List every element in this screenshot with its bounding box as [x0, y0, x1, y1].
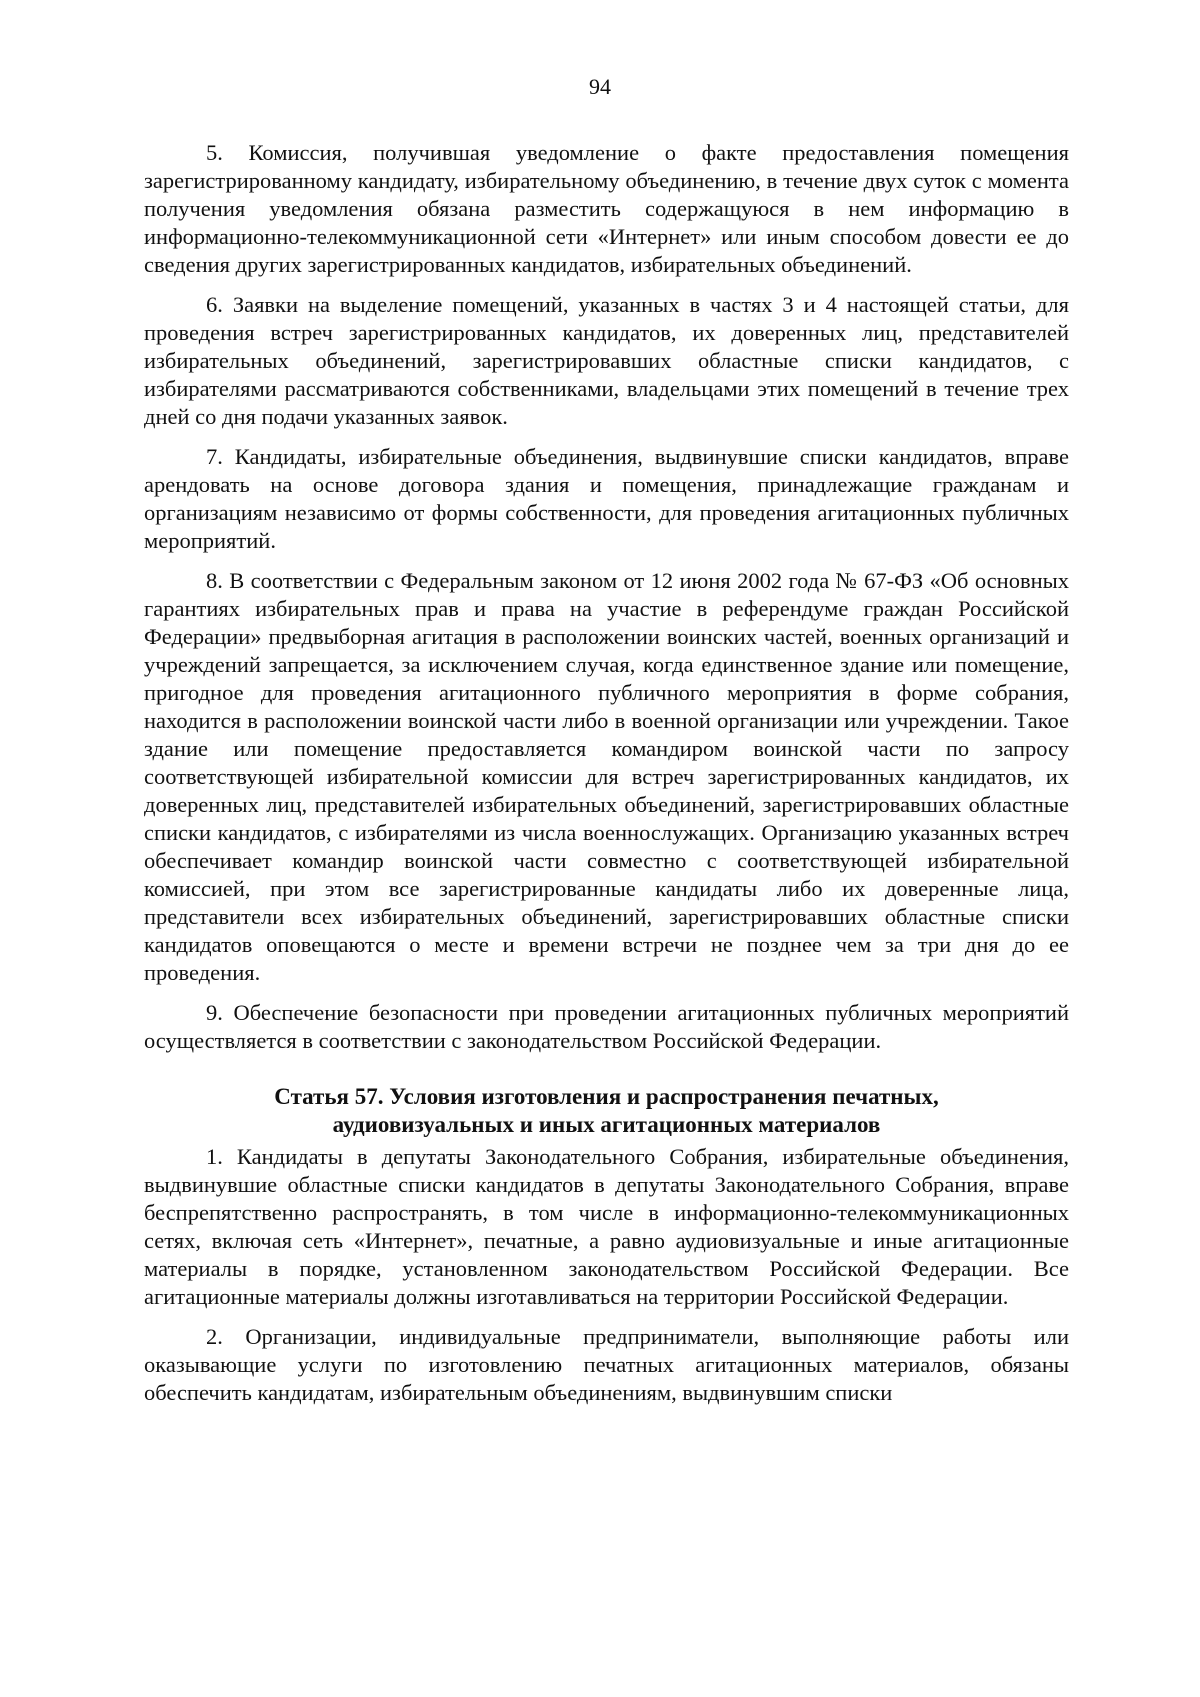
page-number: 94 — [589, 74, 611, 99]
article-heading-line-2: аудиовизуальных и иных агитационных материалов — [332, 1112, 881, 1137]
paragraph-9: 9. Обеспечение безопасности при проведении агитационных публичных мероприятий осуществляется в соответствии с законодательством Российской Федерации. — [144, 1000, 1069, 1053]
article-57-paragraph-2: 2. Организации, индивидуальные предприниматели, выполняющие работы или оказывающие услуги по изготовлению печатных агитационных материалов, обязаны обеспечить кандидатам, избирательным объединениям, выдвинувшим списки — [144, 1324, 1069, 1405]
paragraph-6: 6. Заявки на выделение помещений, указанных в частях 3 и 4 настоящей статьи, для проведения встреч зарегистрированных кандидатов, их доверенных лиц, представителей избирательных объединений, зарегистрировавших областные списки кандидатов, с избирателями рассматриваются собственниками, владельцами этих помещений в течение трех дней со дня подачи указанных заявок. — [144, 292, 1069, 429]
paragraph-8: 8. В соответствии с Федеральным законом от 12 июня 2002 года № 67-ФЗ «Об основных гарантиях избирательных прав и права на участие в референдуме граждан Российской Федерации» предвыборная агитация в расположении воинских частей, военных организаций и учреждений запрещается, за исключением случая, когда единственное здание или помещение, пригодное для проведения агитационного публичного мероприятия в форме собрания, находится в расположении воинской части либо в военной организации или учреждении. Такое здание или помещение предоставляется командиром воинской части по запросу соответствующей избирательной комиссии для встреч зарегистрированных кандидатов, их доверенных лиц, представителей избирательных объединений, зарегистрировавших областные списки кандидатов, с избирателями из числа военнослужащих. Организацию указанных встреч обеспечивает командир воинской части совместно с соответствующей избирательной комиссией, при этом все зарегистрированные кандидаты либо их доверенные лица, представители всех избирательных объединений, зарегистрировавших областные списки кандидатов оповещаются о месте и времени встречи не позднее чем за три дня до ее проведения. — [144, 568, 1069, 985]
article-57-heading — [144, 1083, 1069, 1139]
article-57-paragraph-1: 1. Кандидаты в депутаты Законодательного Собрания, избирательные объединения, выдвинувшие областные списки кандидатов в депутаты Законодательного Собрания, вправе беспрепятственно распространять, в том числе в информационно-телекоммуникационных сетях, включая сеть «Интернет», печатные, а равно аудиовизуальные и иные агитационные материалы в порядке, установленном законодательством Российской Федерации. Все агитационные материалы должны изготавливаться на территории Российской Федерации. — [144, 1144, 1069, 1309]
paragraph-5: 5. Комиссия, получившая уведомление о факте предоставления помещения зарегистрированному кандидату, избирательному объединению, в течение двух суток с момента получения уведомления обязана разместить содержащуюся в нем информацию в информационно-телекоммуникационной сети «Интернет» или иным способом довести ее до сведения других зарегистрированных кандидатов, избирательных объединений. — [144, 140, 1069, 277]
article-heading-line-1: Статья 57. Условия изготовления и распространения печатных, — [274, 1084, 939, 1109]
document-body — [144, 139, 1069, 1419]
paragraph-7: 7. Кандидаты, избирательные объединения, выдвинувшие списки кандидатов, вправе арендовать на основе договора здания и помещения, принадлежащие гражданам и организациям независимо от формы собственности, для проведения агитационных публичных мероприятий. — [144, 444, 1069, 553]
